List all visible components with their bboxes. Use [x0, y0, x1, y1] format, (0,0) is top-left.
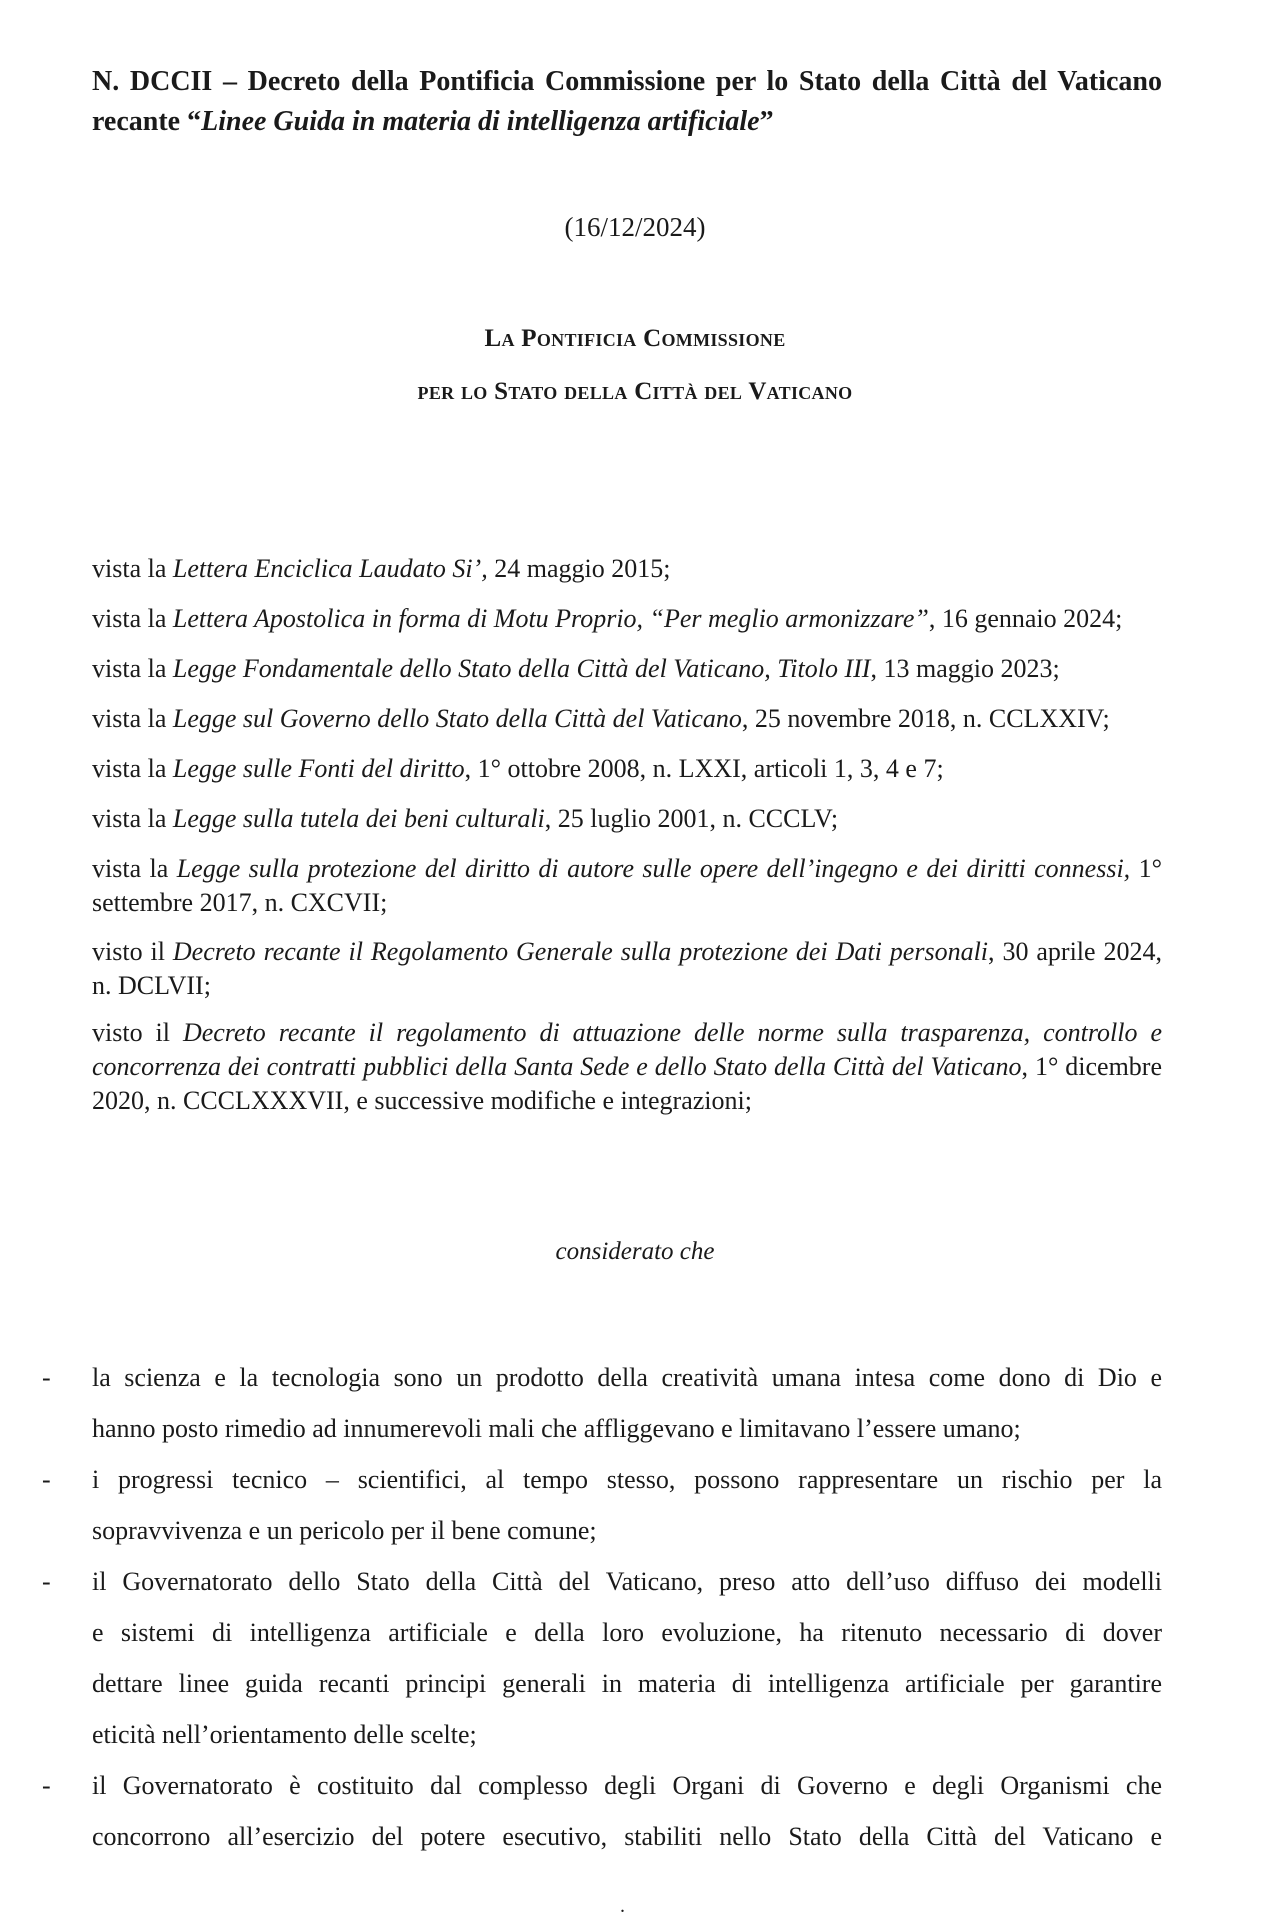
- page-mark: .: [620, 1895, 625, 1917]
- bullet-text: e sistemi di intelligenza artificiale e della loro evoluzione, ha ritenuto necessario di dover: [92, 1618, 1162, 1647]
- vista-pre: vista la: [92, 554, 173, 583]
- vista-reference: Lettera Enciclica Laudato Si’,: [172, 554, 488, 583]
- vista-item: [92, 852, 1162, 920]
- bullet-text: il Governatorato è costituito dal complesso degli Organi di Governo e degli Organismi che: [92, 1771, 1162, 1800]
- title-close-quote: ”: [759, 106, 774, 137]
- vista-item: [92, 1016, 1162, 1118]
- vista-item: [92, 652, 1162, 686]
- vista-post: , 30 aprile 2024, n. DCLVII;: [92, 937, 1163, 1000]
- decree-title: [92, 62, 1162, 142]
- vista-post: 24 maggio 2015;: [487, 554, 671, 583]
- vista-post: , 1° dicembre 2020, n. CCCLXXXVII, e successive modifiche e integrazioni;: [92, 1052, 1162, 1115]
- bullet-text: eticità nell’orientamento delle scelte;: [92, 1720, 477, 1749]
- vista-post: 1° settembre 2017, n. CXCVII;: [92, 854, 1162, 917]
- vista-reference: Decreto recante il Regolamento Generale sulla protezione dei Dati personali: [172, 937, 989, 966]
- bullet-dash: -: [42, 1567, 51, 1596]
- vista-reference: Decreto recante il regolamento di attuazione delle norme sulla trasparenza, controllo e concorrenza dei contratti pubblici della Santa Sede e dello Stato della Città del Vaticano: [92, 1018, 1163, 1081]
- bullet-text: concorrono all’esercizio del potere esecutivo, stabiliti nello Stato della Città del Vaticano e: [92, 1822, 1162, 1851]
- vista-reference: Legge Fondamentale dello Stato della Città del Vaticano, Titolo III: [172, 654, 871, 683]
- vista-pre: visto il: [92, 1018, 183, 1047]
- bullet-text: la scienza e la tecnologia sono un prodotto della creatività umana intesa come dono di Dio e: [92, 1363, 1162, 1392]
- vista-pre: visto il: [92, 937, 173, 966]
- vista-pre: vista la: [92, 604, 173, 633]
- vista-post: , 16 gennaio 2024;: [928, 604, 1123, 633]
- bullet-dash: -: [42, 1363, 51, 1392]
- vista-reference: Legge sul Governo dello Stato della Città del Vaticano: [172, 704, 742, 733]
- bullet-text: dettare linee guida recanti principi generali in materia di intelligenza artificiale per garantire: [92, 1669, 1162, 1698]
- vista-item: [92, 552, 1162, 586]
- title-italic: Linee Guida in materia di intelligenza artificiale: [201, 106, 760, 137]
- vista-pre: vista la: [92, 654, 173, 683]
- vista-post: , 13 maggio 2023;: [870, 654, 1060, 683]
- vista-item: [92, 935, 1162, 1003]
- vista-reference: Legge sulla tutela dei beni culturali: [172, 804, 545, 833]
- vista-post: , 25 novembre 2018, n. CCLXXIV;: [741, 704, 1110, 733]
- bullet-text: il Governatorato dello Stato della Città del Vaticano, preso atto dell’uso diffuso dei modelli: [92, 1567, 1162, 1596]
- heading-line-1: La Pontificia Commissione: [484, 325, 786, 352]
- vista-pre: vista la: [92, 854, 177, 883]
- decree-date: (16/12/2024): [564, 212, 706, 242]
- bullet-dash: -: [42, 1465, 51, 1494]
- heading-line-2: per lo Stato della Città del Vaticano: [417, 378, 853, 405]
- bullet-dash: -: [42, 1771, 51, 1800]
- bullet-text: sopravvivenza e un pericolo per il bene comune;: [92, 1516, 597, 1545]
- vista-post: , 25 luglio 2001, n. CCCLV;: [544, 804, 839, 833]
- vista-pre: vista la: [92, 804, 173, 833]
- vista-reference: Legge sulle Fonti del diritto: [172, 754, 465, 783]
- title-text: N. DCCII – Decreto della Pontificia Commissione per lo Stato della Città del Vaticano recante “: [92, 66, 1162, 137]
- bullet-text: hanno posto rimedio ad innumerevoli mali che affliggevano e limitavano l’essere umano;: [92, 1414, 1021, 1443]
- vista-item: [92, 602, 1162, 636]
- vista-item: [92, 702, 1162, 736]
- vista-item: [92, 802, 1162, 836]
- vista-item: [92, 752, 1162, 786]
- vista-reference: Legge sulla protezione del diritto di autore sulle opere dell’ingegno e dei diritti connessi,: [176, 854, 1131, 883]
- vista-reference: Lettera Apostolica in forma di Motu Proprio, “Per meglio armonizzare”: [172, 604, 929, 633]
- bullet-text: i progressi tecnico – scientifici, al tempo stesso, possono rappresentare un rischio per la: [92, 1465, 1162, 1494]
- considerato-heading: considerato che: [555, 1238, 715, 1265]
- vista-post: , 1° ottobre 2008, n. LXXI, articoli 1, 3, 4 e 7;: [464, 754, 944, 783]
- vista-pre: vista la: [92, 754, 173, 783]
- vista-pre: vista la: [92, 704, 173, 733]
